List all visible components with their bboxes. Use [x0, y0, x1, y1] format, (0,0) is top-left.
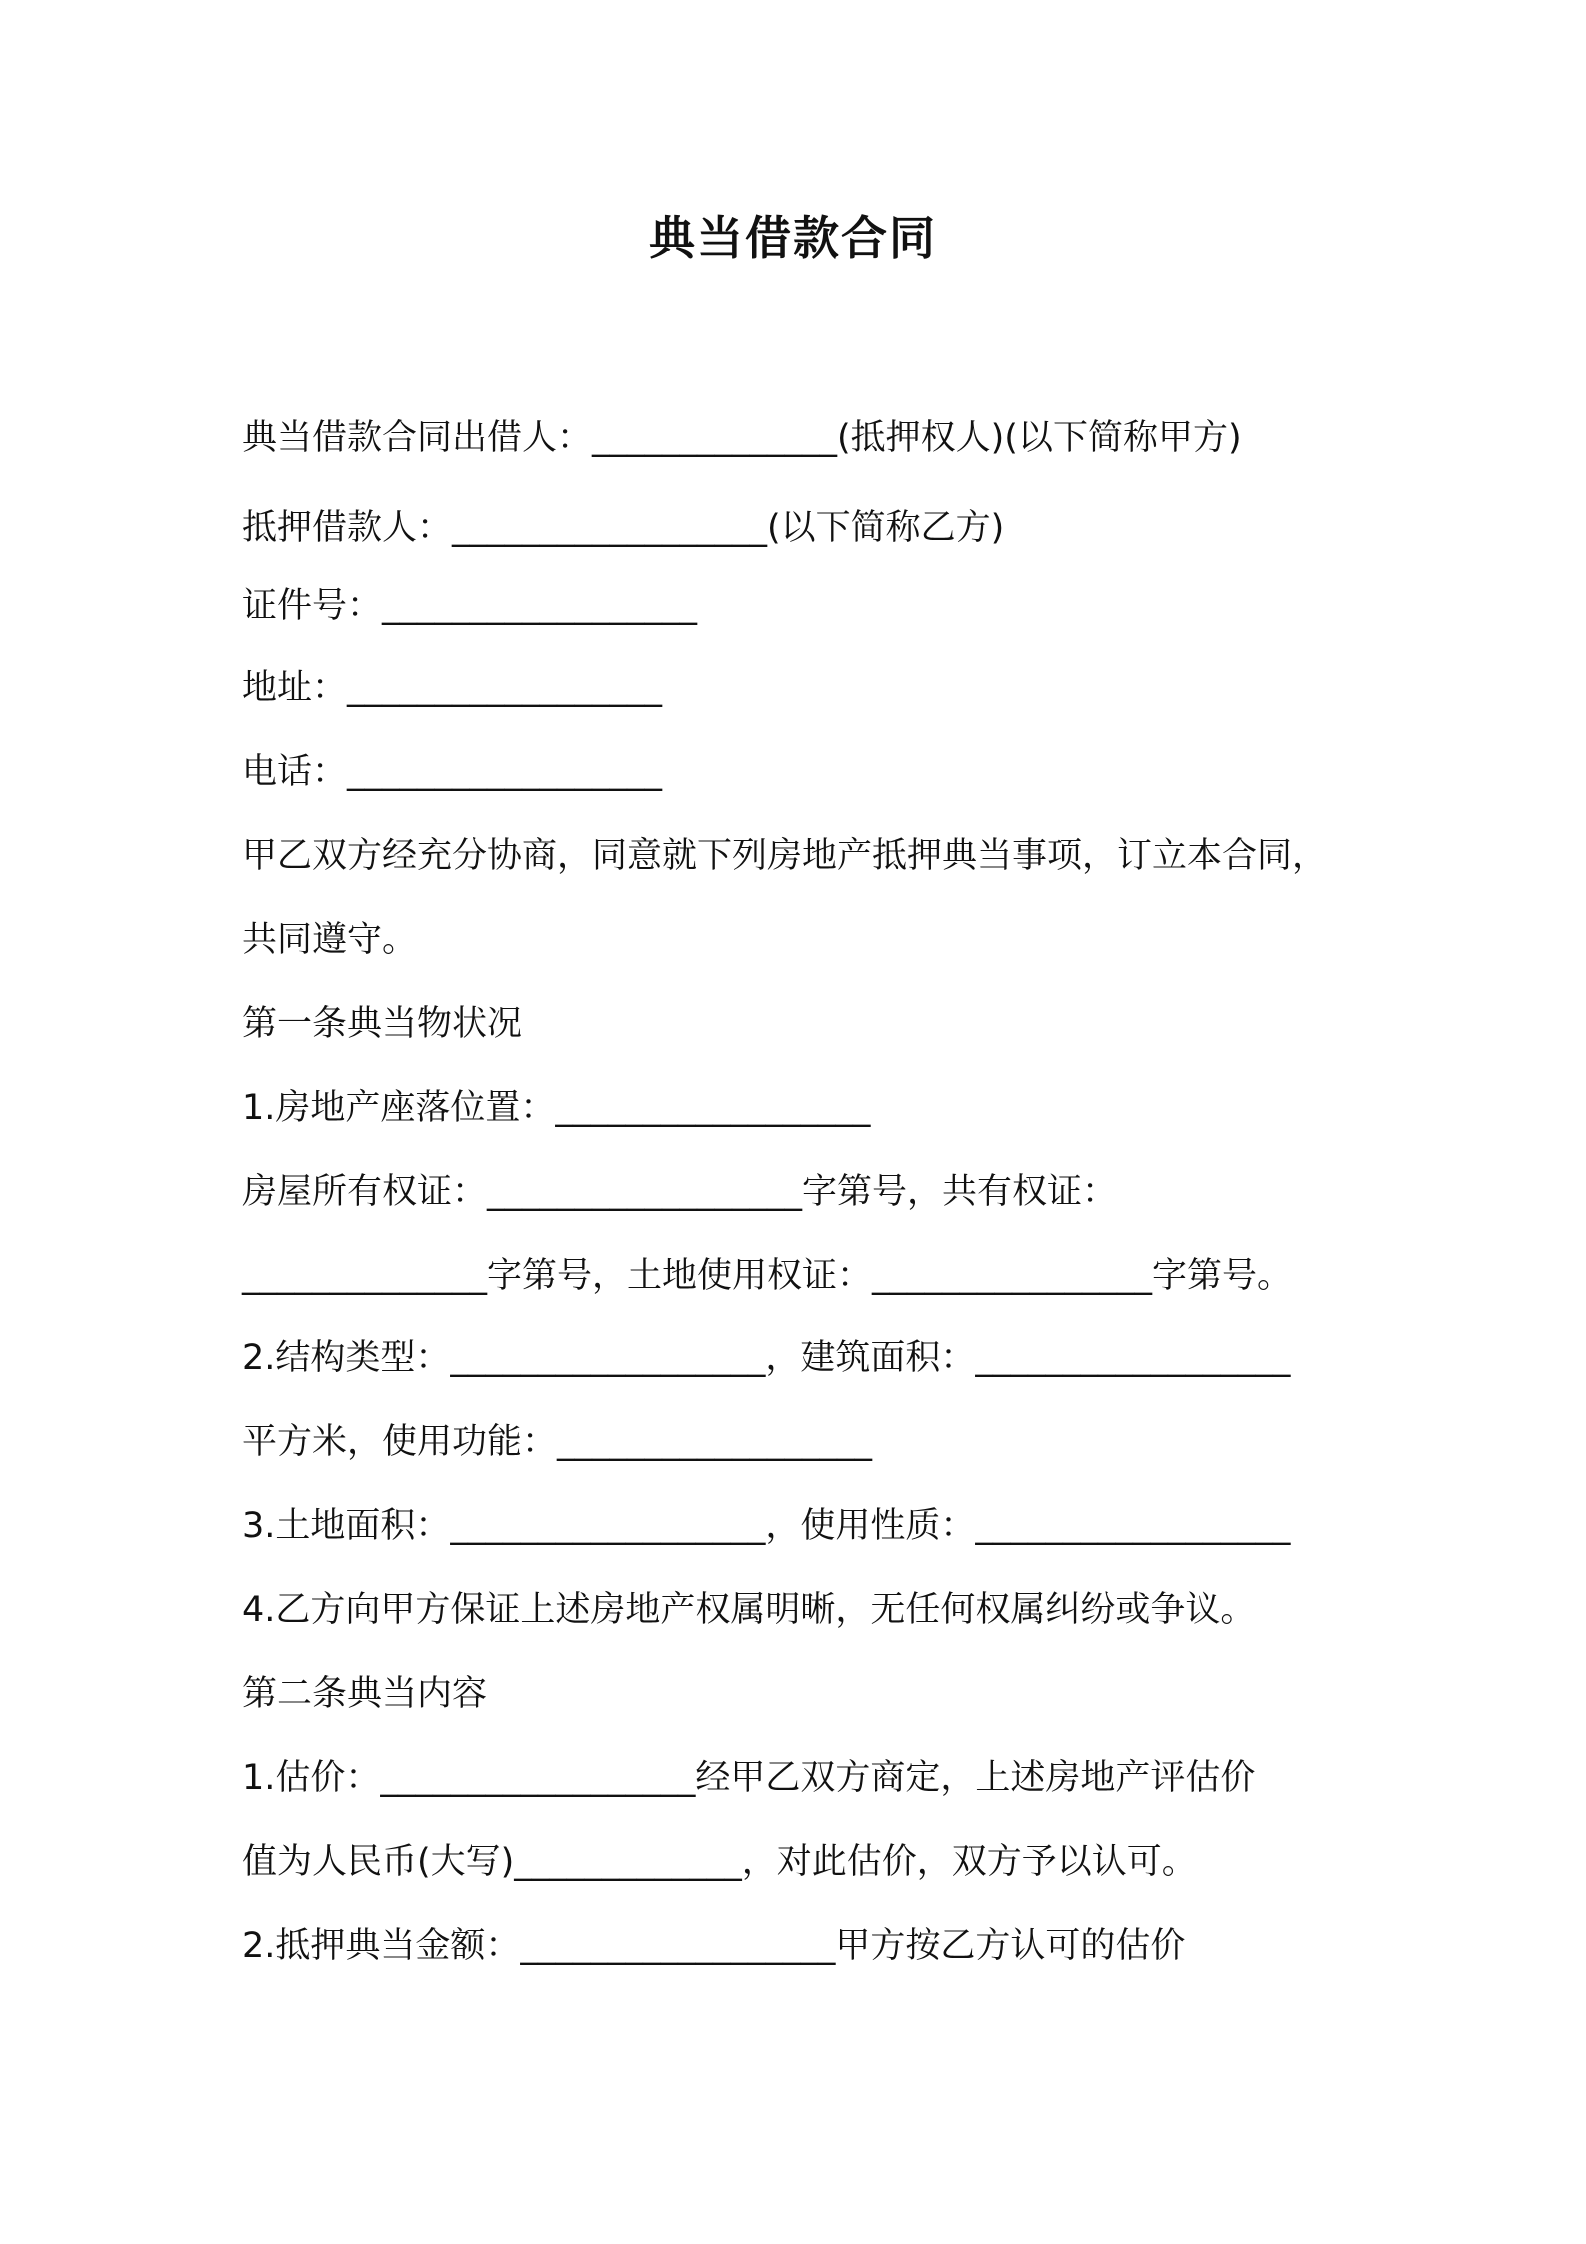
ownership-certificate-line: 房屋所有权证：__________________字第号，共有权证：: [242, 1172, 1118, 1212]
agreement-paragraph-line-2: 共同遵守。: [242, 920, 418, 960]
document-title: 典当借款合同: [649, 211, 937, 265]
article-1-item-2-continued: 平方米，使用功能：__________________: [242, 1422, 873, 1462]
article-1-heading: 第一条典当物状况: [242, 1004, 523, 1044]
article-2-heading: 第二条典当内容: [242, 1674, 488, 1714]
address-line: 地址：__________________: [242, 668, 663, 708]
borrower-line: 抵押借款人：__________________(以下简称乙方): [242, 508, 1005, 548]
lender-line: 典当借款合同出借人：______________(抵押权人)(以下简称甲方): [242, 418, 1242, 458]
article-1-item-3: 3.土地面积：__________________，使用性质：__________________: [242, 1506, 1291, 1546]
article-1-item-2: 2.结构类型：__________________，建筑面积：__________________: [242, 1338, 1291, 1378]
article-1-item-1: 1.房地产座落位置：__________________: [242, 1088, 871, 1128]
article-2-item-1-continued: 值为人民币(大写)_____________，对此估价，双方予以认可。: [242, 1842, 1197, 1882]
id-number-line: 证件号：__________________: [242, 586, 698, 626]
article-1-item-4: 4.乙方向甲方保证上述房地产权属明晰，无任何权属纠纷或争议。: [242, 1590, 1256, 1630]
article-2-item-2: 2.抵押典当金额：__________________甲方按乙方认可的估价: [242, 1926, 1186, 1966]
agreement-paragraph-line-1: 甲乙双方经充分协商，同意就下列房地产抵押典当事项，订立本合同，: [242, 836, 1328, 876]
article-2-item-1: 1.估价：__________________经甲乙双方商定，上述房地产评估价: [242, 1758, 1256, 1798]
phone-line: 电话：__________________: [242, 752, 663, 792]
land-use-certificate-line: ______________字第号，土地使用权证：________________字第号。: [242, 1256, 1293, 1296]
